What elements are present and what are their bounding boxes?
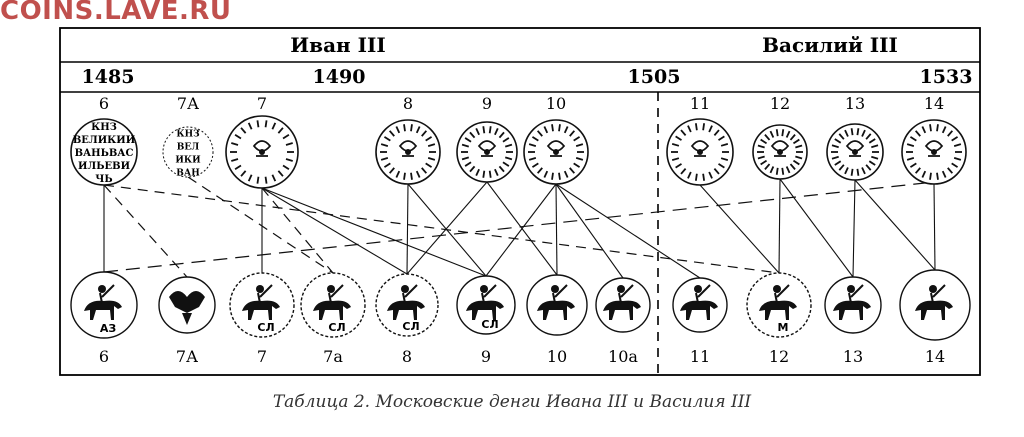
solid-link	[779, 179, 780, 273]
coin-letter-mark	[559, 124, 560, 131]
coin-letter-mark	[930, 173, 931, 180]
bottom-coin	[673, 278, 727, 332]
year-label: 1490	[312, 66, 366, 88]
table-caption: Таблица 2. Московские денги Ивана III и Василия III	[272, 392, 752, 412]
bottom-coin-label: 9	[480, 347, 492, 366]
coin-letter-mark	[257, 120, 258, 127]
bottom-coin-label: 8	[401, 347, 413, 366]
bottom-coin	[301, 273, 365, 337]
coin-legend-line: ЧЬ	[95, 174, 113, 185]
coin-legend-line: КНЗ	[91, 122, 117, 133]
coin-letter-mark	[696, 174, 697, 181]
solid-link	[262, 188, 407, 274]
solid-link	[262, 188, 486, 276]
bottom-coin-label: 7А	[175, 347, 199, 366]
coin-letter-mark	[404, 124, 405, 131]
coin-letter-mark	[782, 129, 783, 136]
coin-letter-mark	[937, 124, 938, 131]
coin-letter-mark	[696, 123, 697, 130]
top-coin-label: 13	[844, 94, 866, 113]
top-coin-label: 11	[689, 94, 711, 113]
bottom-coin	[159, 277, 215, 333]
solid-link	[486, 184, 556, 276]
rider-head	[480, 285, 488, 293]
solid-link	[853, 180, 855, 277]
top-coin	[753, 125, 807, 179]
coin-letter-mark	[559, 173, 560, 180]
coin-letter-mark	[490, 126, 491, 133]
rider-head	[401, 285, 409, 293]
top-coin	[667, 119, 733, 185]
top-coin-label: 7А	[176, 94, 200, 113]
coin-legend-line: ВАНЬВАС	[74, 148, 134, 159]
coin-letter-mark	[930, 124, 931, 131]
coin-device-dot	[852, 149, 858, 155]
solid-link	[556, 184, 700, 278]
coin-letter-mark	[266, 177, 267, 184]
coin-letter-mark	[857, 128, 858, 135]
bottom-coin-label: 10а	[608, 347, 638, 366]
coin-letter-mark	[483, 126, 484, 133]
coin-letter-mark	[411, 173, 412, 180]
bottom-coin	[747, 273, 811, 337]
coin-letters: СЛ	[328, 321, 346, 334]
coin-letter-mark	[257, 177, 258, 184]
coin-legend-line: КНЗ	[176, 129, 200, 140]
bottom-coin	[230, 273, 294, 337]
rider-head	[929, 285, 937, 293]
top-coin	[226, 116, 298, 188]
rider-head	[551, 285, 559, 293]
top-coin-label: 14	[923, 94, 945, 113]
bottom-coin-label: 6	[98, 347, 110, 366]
coin-device-dot	[259, 149, 265, 155]
bottom-coin	[376, 274, 438, 336]
coin-legend-line: ИКИ	[175, 155, 201, 166]
coin-letter-mark	[552, 173, 553, 180]
link-lines	[104, 177, 935, 278]
rider-head	[327, 285, 335, 293]
top-coin-label: 10	[545, 94, 567, 113]
coin-letters: СЛ	[481, 318, 499, 331]
solid-link	[556, 184, 623, 278]
year-label: 1533	[919, 66, 973, 88]
coin-letter-mark	[937, 173, 938, 180]
coin-device-dot	[697, 149, 703, 155]
bottom-coin-label: 14	[924, 347, 946, 366]
year-label: 1485	[81, 66, 135, 88]
coin-legend-line: ВАН	[176, 168, 200, 179]
bottom-coin-label: 7	[256, 347, 268, 366]
coin-legend-line: ИЛЬЕВИ	[77, 161, 131, 172]
top-coin	[457, 122, 517, 182]
bottom-coin	[596, 278, 650, 332]
coin-letter-mark	[782, 168, 783, 175]
coin-letters: СЛ	[402, 320, 420, 333]
coin-device-dot	[777, 149, 783, 155]
coin-legend-line: ВЕЛ	[176, 142, 200, 153]
ruler-name: Иван III	[290, 33, 386, 57]
rider-head	[617, 285, 625, 293]
coin-letter-mark	[411, 124, 412, 131]
top-coin-label: 9	[481, 94, 493, 113]
long-dashed-link	[104, 182, 934, 272]
bottom-coin	[527, 275, 587, 335]
rider-head	[98, 285, 106, 293]
bottom-coin	[900, 270, 970, 340]
bottom-coin-label: 7а	[323, 347, 343, 366]
coin-letter-mark	[552, 124, 553, 131]
top-coin-label: 12	[769, 94, 791, 113]
coin-device-dot	[931, 149, 937, 155]
top-coin-label: 7	[256, 94, 268, 113]
rider-head	[256, 285, 264, 293]
top-coin-label: 8	[402, 94, 414, 113]
coin-letters: АЗ	[99, 322, 117, 335]
coin-letters: М	[777, 321, 789, 334]
solid-link	[407, 184, 408, 274]
top-coin	[71, 119, 137, 185]
bottom-coin	[825, 277, 881, 333]
bottom-coin-label: 13	[842, 347, 864, 366]
coin-letter-mark	[857, 169, 858, 176]
rider-head	[773, 285, 781, 293]
solid-link	[700, 185, 779, 273]
coin-device-dot	[553, 149, 559, 155]
coin-legend-line: ВЕЛИКИИ	[72, 135, 136, 146]
dashed-link	[104, 185, 779, 273]
top-coin-label: 6	[98, 94, 110, 113]
coin-letters: СЛ	[257, 321, 275, 334]
dashed-link	[262, 188, 333, 273]
solid-link	[556, 184, 557, 275]
coin-letter-mark	[852, 169, 853, 176]
bottom-coin	[457, 276, 515, 334]
coin-letter-mark	[483, 171, 484, 178]
bottom-coin	[71, 272, 137, 338]
coin-device-dot	[484, 149, 490, 155]
top-coin	[376, 120, 440, 184]
solid-link	[780, 179, 853, 277]
top-coin	[827, 124, 883, 180]
year-label: 1505	[627, 66, 681, 88]
coin-device-dot	[405, 149, 411, 155]
bottom-coin-label: 10	[546, 347, 568, 366]
site-watermark: COINS.LAVE.RU	[0, 0, 232, 26]
top-coin	[524, 120, 588, 184]
rider-head	[847, 285, 855, 293]
coin-letter-mark	[777, 129, 778, 136]
bottom-coin-label: 11	[689, 347, 711, 366]
coin-letter-mark	[490, 171, 491, 178]
coin-letter-mark	[404, 173, 405, 180]
coin-letter-mark	[777, 168, 778, 175]
bottom-coin-label: 12	[768, 347, 790, 366]
ruler-name: Василий III	[762, 33, 898, 57]
solid-link	[855, 180, 935, 270]
dashed-link	[188, 177, 333, 273]
top-coin	[902, 120, 966, 184]
solid-link	[934, 184, 935, 270]
coin-letter-mark	[703, 174, 704, 181]
rider-head	[694, 285, 702, 293]
coin-letter-mark	[703, 123, 704, 130]
coin-letter-mark	[852, 128, 853, 135]
top-coin	[163, 127, 213, 179]
header-row	[82, 33, 973, 88]
coin-drawings	[71, 116, 970, 340]
dashed-link	[104, 185, 187, 277]
coin-letter-mark	[266, 120, 267, 127]
